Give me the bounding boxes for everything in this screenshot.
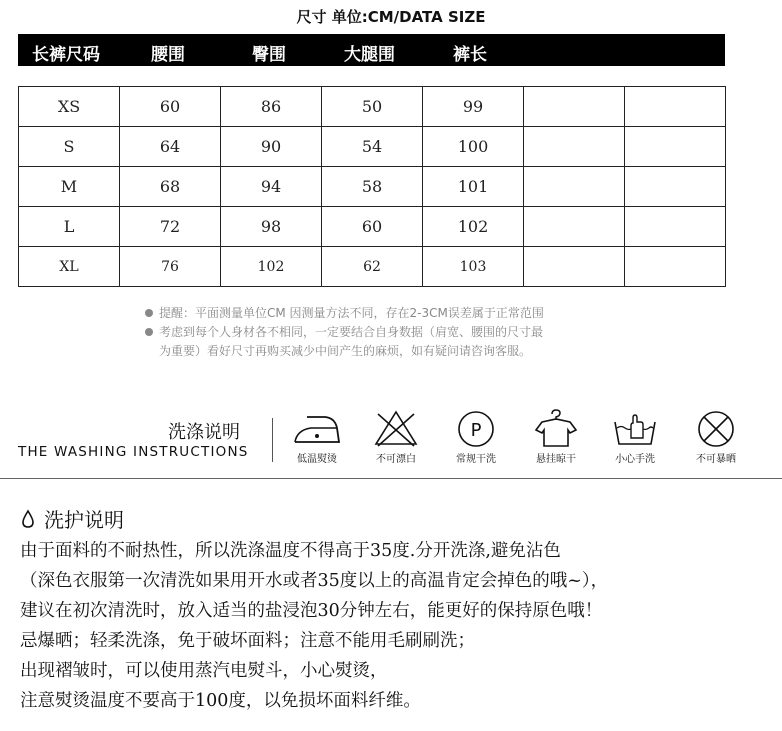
bullet-icon	[145, 328, 153, 336]
hip-cell: 94	[221, 167, 322, 207]
care-line: 由于面料的不耐热性，所以洗涤温度不得高于35度.分开洗涤,避免沾色	[20, 541, 561, 561]
waist-cell: 68	[120, 167, 221, 207]
washing-subtitle: THE WASHING INSTRUCTIONS	[18, 444, 249, 460]
care-instructions	[20, 536, 780, 716]
hip-cell: 86	[221, 87, 322, 127]
care-line: （深色衣服第一次清洗如果用开水或者35度以上的高温肯定会掉色的哦~），	[20, 571, 609, 591]
note-text: 提醒：平面测量单位CM 因测量方法不同，存在2-3CM误差属于正常范围	[159, 306, 544, 320]
care-line: 建议在初次清洗时，放入适当的盐浸泡30分钟左右，能更好的保持原色哦！	[20, 601, 603, 621]
icon-label: 不可漂白	[376, 454, 416, 465]
empty-cell	[524, 207, 625, 247]
empty-cell	[625, 127, 726, 167]
size-table-header	[18, 34, 725, 66]
hip-cell: 102	[221, 247, 322, 287]
length-cell: 102	[423, 207, 524, 247]
water-drop-icon	[20, 509, 36, 529]
thigh-cell: 54	[322, 127, 423, 167]
table-row	[19, 167, 726, 207]
empty-cell	[625, 167, 726, 207]
measurement-notes	[145, 304, 625, 361]
icon-label: 低温熨烫	[297, 454, 337, 465]
icon-label: 小心手洗	[615, 454, 655, 465]
header-hip: 臀围	[252, 45, 286, 65]
care-title	[20, 504, 124, 533]
thigh-cell: 50	[322, 87, 423, 127]
note-line	[145, 304, 625, 323]
hip-cell: 90	[221, 127, 322, 167]
hang-dry-icon	[524, 408, 588, 466]
divider	[272, 418, 273, 462]
length-cell: 101	[423, 167, 524, 207]
hip-cell: 98	[221, 207, 322, 247]
size-cell: XL	[19, 247, 120, 287]
care-title-text: 洗护说明	[44, 508, 124, 532]
length-cell: 100	[423, 127, 524, 167]
waist-cell: 72	[120, 207, 221, 247]
empty-cell	[524, 167, 625, 207]
section-divider	[0, 478, 782, 479]
size-cell: XS	[19, 87, 120, 127]
header-size: 长裤尺码	[32, 45, 100, 65]
table-row	[19, 247, 726, 287]
empty-cell	[625, 207, 726, 247]
icon-label: 常规干洗	[456, 454, 496, 465]
thigh-cell: 60	[322, 207, 423, 247]
care-line: 忌爆晒；轻柔洗涤，免于破坏面料；注意不能用毛刷刷洗；	[20, 631, 475, 651]
low-iron-icon	[285, 408, 349, 466]
washing-title: 洗涤说明	[168, 422, 240, 443]
header-thigh: 大腿围	[344, 45, 395, 65]
empty-cell	[524, 87, 625, 127]
hand-wash-icon	[603, 408, 667, 466]
size-cell: M	[19, 167, 120, 207]
waist-cell: 76	[120, 247, 221, 287]
table-row	[19, 87, 726, 127]
bullet-icon	[145, 309, 153, 317]
waist-cell: 64	[120, 127, 221, 167]
size-cell: S	[19, 127, 120, 167]
dry-clean-icon	[444, 408, 508, 466]
table-row	[19, 127, 726, 167]
care-line: 出现褶皱时，可以使用蒸汽电熨斗，小心熨烫，	[20, 661, 388, 681]
no-sun-icon	[684, 408, 748, 466]
note-text: 考虑到每个人身材各不相同，一定要结合自身数据（肩宽、腰围的尺寸最	[159, 325, 544, 339]
thigh-cell: 58	[322, 167, 423, 207]
empty-cell	[625, 87, 726, 127]
care-line: 注意熨烫温度不要高于100度，以免损坏面料纤维。	[20, 691, 421, 711]
size-chart-title: 尺寸 单位:CM/DATA SIZE	[296, 8, 486, 26]
empty-cell	[524, 127, 625, 167]
note-line: 为重要）看好尺寸再购买减少中间产生的麻烦，如有疑问请咨询客服。	[159, 344, 532, 358]
icon-label: 不可暴晒	[696, 454, 736, 465]
length-cell: 103	[423, 247, 524, 287]
waist-cell: 60	[120, 87, 221, 127]
length-cell: 99	[423, 87, 524, 127]
empty-cell	[625, 247, 726, 287]
size-cell: L	[19, 207, 120, 247]
header-length: 裤长	[453, 45, 487, 65]
note-line	[145, 323, 625, 342]
empty-cell	[524, 247, 625, 287]
thigh-cell: 62	[322, 247, 423, 287]
no-bleach-icon	[364, 408, 428, 466]
icon-label: 悬挂晾干	[536, 454, 576, 465]
dry-clean-symbol: P	[470, 420, 482, 441]
table-row	[19, 207, 726, 247]
size-table	[18, 86, 726, 287]
header-waist: 腰围	[151, 45, 185, 65]
